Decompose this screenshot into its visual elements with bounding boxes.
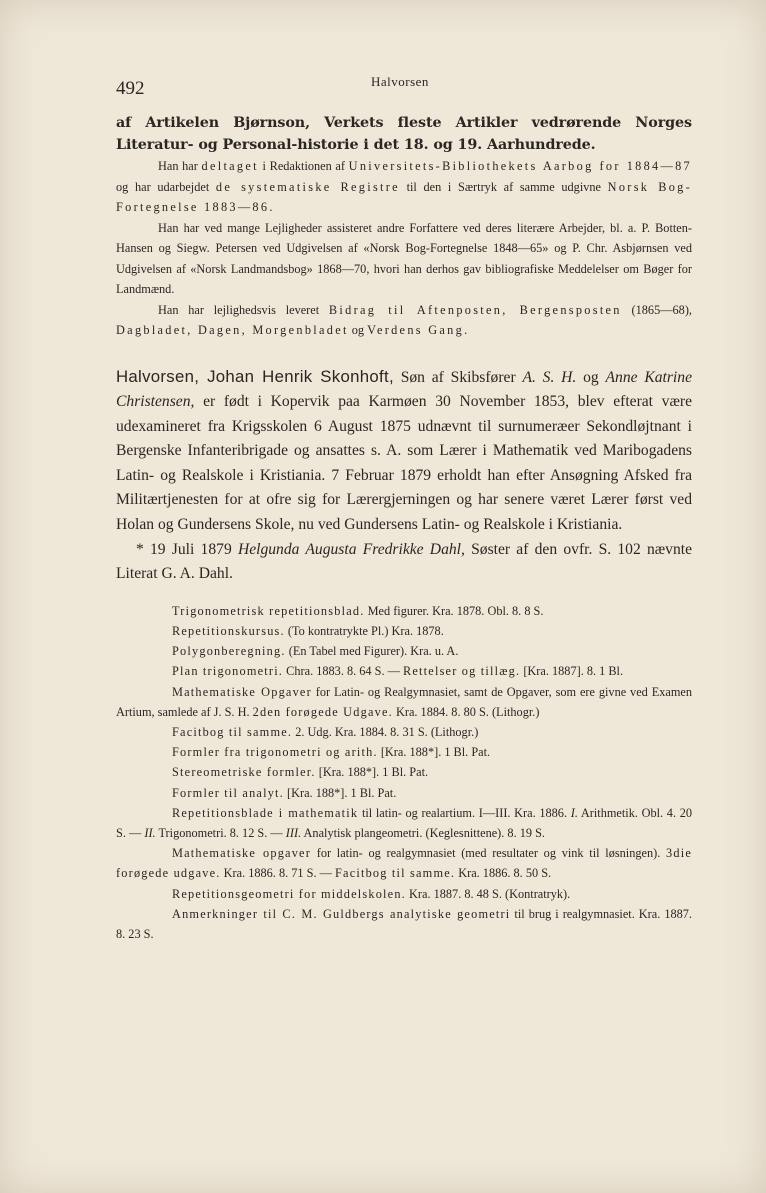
work-title: Mathematiske Opgaver — [172, 684, 312, 699]
work-details: Kra. 1884. 8. 80 S. (Lithogr.) — [392, 704, 540, 719]
text-run: er født i Kopervik paa Karmøen 30 November 1853, blev efterat være udexamineret fra Krigsskolen 6 August 1875 udnævnt til surnumeræer Sekondløjtnant i Bergenske Infanteribrigade og ansattes s. A. som Lærer i Mathematik ved Maribogadens Latin- og Realskole i Kristiania. 7 Februar 1879 erholdt han efter Ansøgning Afsked fra Militærtjenesten for at ofre sig for Lærergjerningen og har senere været Lærer først ved Holan og Gundersens Skole, nu ved Gundersens Latin- og Realskole i Kristiania. — [116, 393, 692, 534]
work-details: Chra. 1883. 8. 64 S. — — [283, 664, 403, 679]
paragraph-assisteret: Han har ved mange Lejligheder assisteret andre Forfattere ved deres literære Arbejder, bl. a. P. Botten-Hansen og Siegw. Petersen ved Udgivelsen af «Norsk Bog-Fortegnelse 1848—65» og P. Chr. Asbjørnsen ved Udgivelsen af «Norsk Landmandsbog» 1868—70, hvori han derhos gav bibliografiske Meddelelser om Bøger for Landmænd. — [116, 220, 692, 296]
work-item — [116, 884, 692, 904]
work-details: Med figurer. Kra. 1878. Obl. 8. 8 S. — [364, 603, 544, 618]
text-run: og — [576, 368, 606, 386]
work-details: til brug i realgymnasiet. Kra. 1887. 8. 23 S. — [116, 906, 692, 942]
spaced-text: Verdens Gang — [367, 323, 465, 337]
work-details: Kra. 1886. 8. 50 S. — [455, 866, 552, 881]
father-name: A. S. H. — [522, 368, 577, 386]
work-details: [Kra. 188*]. 1 Bl. Pat. — [283, 785, 397, 800]
work-item — [116, 722, 692, 742]
work-title: Trigonometrisk repetitionsblad. — [172, 603, 365, 618]
entry-name: Halvorsen, Johan Henrik Skonhoft, — [116, 366, 394, 386]
work-details: for latin- og realgymnasiet (med resultater og vink til løsningen). — [311, 846, 667, 861]
text-run: * 19 Juli 1879 — [136, 540, 238, 558]
work-details: Analytisk plangeometri. (Keglesnittene). 8. 19 S. — [301, 826, 545, 841]
work-details: Trigonometri. 8. 12 S. — — [155, 826, 286, 841]
spaced-text: Universitets-Bibliothekets Aarbog for 1884—87 — [348, 159, 692, 173]
text-run: (1865—68), — [621, 302, 692, 317]
work-item — [116, 783, 692, 803]
work-item — [116, 843, 692, 883]
work-item — [116, 621, 692, 641]
mother-name: Anne Katrine Christensen, — [116, 368, 692, 411]
work-item — [116, 803, 692, 843]
text-run: i Redaktionen af — [258, 159, 349, 173]
spaced-text: de systematiske Registre — [215, 179, 400, 194]
spaced-text: deltaget — [201, 159, 259, 173]
work-title: Repetitionsblade i mathematik — [172, 805, 359, 820]
work-item — [116, 661, 692, 681]
work-details: (En Tabel med Figurer). Kra. u. A. — [285, 644, 459, 659]
work-item — [116, 904, 692, 944]
text-run: og har udarbejdet — [116, 179, 216, 194]
marriage-line — [116, 538, 692, 587]
text-run: Han har — [158, 159, 202, 173]
spaced-text: Bidrag til Aftenposten, Bergensposten — [328, 302, 622, 317]
work-details: 2. Udg. Kra. 1884. 8. 31 S. (Lithogr.) — [292, 725, 479, 740]
work-title: Repetitionskursus. — [172, 624, 285, 639]
work-title: Stereometriske formler. — [172, 765, 316, 780]
work-item — [116, 601, 692, 621]
work-title: Facitbog til samme. — [172, 725, 293, 740]
page-number: 492 — [116, 78, 145, 99]
work-item — [116, 762, 692, 782]
text-run: til den i Særtryk af samme udgivne — [399, 179, 608, 194]
work-details: [Kra. 188*]. 1 Bl. Pat. — [315, 765, 429, 780]
work-item — [116, 682, 692, 722]
work-details: Kra. 1887. 8. 48 S. (Kontratryk). — [405, 886, 571, 901]
work-details: Arithmetik. Obl. 4. 20 S. — — [116, 805, 692, 841]
work-edition: 2den forøgede Udgave. — [252, 704, 393, 719]
part-number: I. — [570, 805, 578, 820]
spaced-text: Dagbladet, Dagen, Morgenbladet — [116, 323, 349, 337]
text-run: Søster af den ovfr. S. 102 nævnte Literat G. A. Dahl. — [116, 540, 693, 583]
text-run: Han har lejlighedsvis leveret — [158, 302, 329, 317]
work-item — [116, 742, 692, 762]
work-title: Plan trigonometri. — [172, 664, 284, 679]
work-details: for Latin- og Realgymnasiet, samt de Opgaver, som ere givne ved Examen Artium, samlede af J. S. H. — [116, 684, 692, 719]
part-number: II. — [144, 826, 156, 841]
text-run: og — [348, 323, 368, 337]
work-title: Anmerkninger til C. M. Guldbergs analytiske geometri — [172, 906, 511, 921]
work-details: [Kra. 188*]. 1 Bl. Pat. — [377, 745, 491, 760]
work-edition: 3die forøgede udgave. — [116, 846, 692, 881]
work-title: Polygonberegning. — [172, 644, 286, 659]
running-title: Halvorsen — [371, 74, 429, 89]
work-supplement: Facitbog til samme. — [335, 866, 456, 881]
spaced-text: Norsk Bog-Fortegnelse 1883—86 — [116, 179, 692, 214]
paragraph-bibliotheket — [116, 156, 692, 218]
page-body — [116, 112, 692, 944]
work-title: Formler til analyt. — [172, 785, 284, 800]
biography-entry — [116, 365, 692, 538]
part-number: III. — [285, 826, 302, 841]
work-item — [116, 641, 692, 661]
work-title: Repetitionsgeometri for middelskolen. — [172, 886, 406, 901]
text-run: . — [464, 323, 468, 337]
work-title: Mathematiske opgaver — [172, 846, 311, 861]
text-run: . — [269, 200, 273, 214]
work-details: Kra. 1886. 8. 71 S. — — [220, 866, 335, 881]
running-head — [116, 74, 696, 98]
work-details: [Kra. 1887]. 8. 1 Bl. — [520, 664, 624, 679]
wife-name: Helgunda Augusta Fredrikke Dahl, — [237, 540, 465, 558]
work-title: Formler fra trigonometri og arith. — [172, 745, 378, 760]
work-supplement: Rettelser og tillæg. — [403, 664, 521, 679]
work-details: til latin- og realartium. I—III. Kra. 1886. — [358, 805, 571, 820]
works-list — [116, 601, 692, 944]
work-details: (To kontratrykte Pl.) Kra. 1878. — [284, 624, 444, 639]
fraktur-continuation: af Artikelen Bjørnson, Verkets fleste Artikler vedrørende Norges Literatur- og Personal-historie i det 18. og 19. Aarhundrede. — [116, 115, 692, 153]
paragraph-bidrag — [116, 300, 692, 341]
text-run: Søn af Skibsfører — [393, 368, 523, 386]
